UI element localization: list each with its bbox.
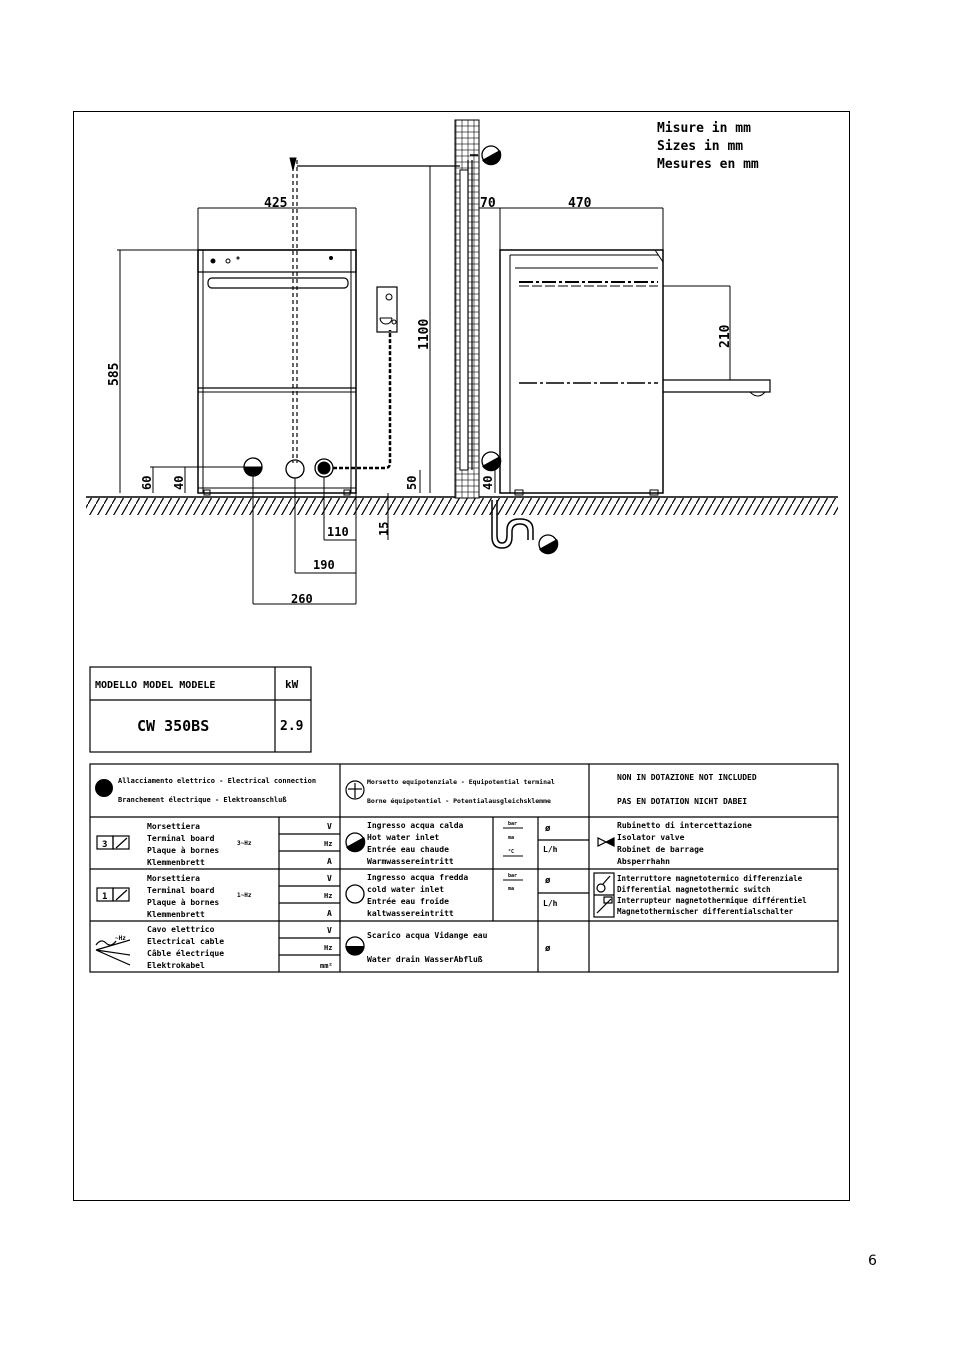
terminal-1-phase: 1~Hz <box>237 892 252 899</box>
drain-dia: ø <box>545 944 551 954</box>
drain-line2: Water drain WasserAbfluß <box>367 955 483 964</box>
not-included-line2: PAS EN DOTATION NICHT DABEI <box>617 797 748 806</box>
units-en: Sizes in mm <box>657 139 744 154</box>
terminal-3-u3: A <box>327 857 332 866</box>
isolator-valve-icon <box>598 838 614 846</box>
terminal-3-phase: 3~Hz <box>237 840 252 847</box>
cable-line4: Elektrokabel <box>147 961 205 970</box>
hot-water-icon <box>346 833 365 852</box>
page-number: 6 <box>868 1253 877 1269</box>
terminal-1-line1: Morsettiera <box>147 874 200 883</box>
terminal-1-u3: A <box>327 909 332 918</box>
electrical-line1: Allacciamento elettrico - Electrical connection <box>118 777 317 785</box>
valve-line1: Rubinetto di intercettazione <box>617 821 752 830</box>
terminal-1-line2: Terminal board <box>147 886 215 895</box>
terminal-3-num: 3 <box>102 840 108 850</box>
water-drain-icon <box>346 937 364 955</box>
cold-water-dia: ø <box>545 876 551 886</box>
model-kw: 2.9 <box>280 719 304 734</box>
hot-water-flow: L/h <box>543 845 558 854</box>
hot-water-line1: Ingresso acqua calda <box>367 821 464 830</box>
hot-water-p2: ma <box>508 835 515 841</box>
front-dimensions <box>117 166 430 604</box>
equipotential-icon <box>346 781 364 799</box>
differential-switch-icon <box>594 873 614 917</box>
dim-side-gap: 70 <box>480 196 496 211</box>
terminal-1-line3: Plaque à bornes <box>147 898 220 907</box>
cable-u3: mm² <box>320 962 333 970</box>
hot-water-line2: Hot water inlet <box>367 833 440 842</box>
terminal-1-u1: V <box>327 874 332 883</box>
electrical-line2: Branchement électrique - Elektroanschluß <box>118 796 287 804</box>
model-header: MODELLO MODEL MODELE <box>95 680 216 691</box>
equipotential-line1: Morsetto equipotenziale - Equipotential terminal <box>367 778 555 786</box>
cold-water-icon <box>346 885 364 903</box>
drain-line1: Scarico acqua Vidange eau <box>367 931 488 940</box>
dim-d15: 15 <box>377 521 391 536</box>
kw-header: kW <box>285 678 299 691</box>
terminal-1-u2: Hz <box>324 892 333 900</box>
dim-panel-offset: 210 <box>718 324 733 348</box>
dim-h60: 60 <box>140 475 154 490</box>
floor <box>86 497 838 515</box>
drain-symbol <box>539 535 558 554</box>
dim-side-depth: 470 <box>568 196 592 211</box>
hot-water-p3: °C <box>508 849 515 855</box>
diff-switch-line2: Differential magnetothermic switch <box>617 885 771 894</box>
dim-h40-side: 40 <box>481 475 495 490</box>
cold-water-p2: ma <box>508 886 515 892</box>
diff-switch-line4: Magnetothermischer differentialschalter <box>617 907 794 916</box>
cold-water-line1: Ingresso acqua fredda <box>367 873 469 882</box>
terminal-1-line4: Klemmenbrett <box>147 910 205 919</box>
diff-switch-line1: Interruttore magnetotermico differenziale <box>617 874 803 883</box>
cable-line2: Electrical cable <box>147 937 225 946</box>
hot-water-line4: Warmwassereintritt <box>367 857 454 866</box>
cold-water-line4: kaltwassereintritt <box>367 909 454 918</box>
cable-line3: Câble électrique <box>147 949 225 958</box>
dim-wall-height: 1100 <box>417 318 432 350</box>
valve-line2: Isolator valve <box>617 833 685 842</box>
cable-u1: V <box>327 926 332 935</box>
wall <box>455 120 479 498</box>
dim-d260: 260 <box>291 592 313 606</box>
dim-d110: 110 <box>327 525 349 539</box>
terminal-3-u1: V <box>327 822 332 831</box>
equipotential-line2: Borne équipotentiel - Potentialausgleichsklemme <box>367 797 551 805</box>
cold-water-flow: L/h <box>543 899 558 908</box>
hot-water-line3: Entrée eau chaude <box>367 845 449 854</box>
not-included-line1: NON IN DOTAZIONE NOT INCLUDED <box>617 773 757 782</box>
dim-h40-front: 40 <box>172 475 186 490</box>
dim-front-width: 425 <box>264 196 288 211</box>
valve-line4: Absperrhahn <box>617 857 670 866</box>
electrical-connection-icon <box>95 779 113 797</box>
terminal-3-u2: Hz <box>324 840 333 848</box>
dim-d190: 190 <box>313 558 335 572</box>
hot-water-inlet-symbol <box>482 146 501 165</box>
cold-water-line3: Entrée eau froide <box>367 897 449 906</box>
units-fr: Mesures en mm <box>657 157 759 172</box>
terminal-3-line3: Plaque à bornes <box>147 846 220 855</box>
electrical-cable-icon <box>96 940 130 965</box>
dim-h50: 50 <box>405 475 419 490</box>
model-name: CW 350BS <box>137 717 210 735</box>
cold-water-p1: bar <box>508 873 518 879</box>
terminal-3-line1: Morsettiera <box>147 822 200 831</box>
diff-switch-line3: Interrupteur magnetothermique différentiel <box>617 896 807 905</box>
terminal-3-line4: Klemmenbrett <box>147 858 205 867</box>
cable-u2: Hz <box>324 944 333 952</box>
hot-water-dia: ø <box>545 824 551 834</box>
terminal-1-num: 1 <box>102 892 108 902</box>
terminal-3-line2: Terminal board <box>147 834 215 843</box>
valve-line3: Robinet de barrage <box>617 845 704 854</box>
cable-line1: Cavo elettrico <box>147 925 215 934</box>
cold-water-symbol <box>482 452 501 471</box>
dim-front-height: 585 <box>107 362 122 386</box>
hot-water-p1: bar <box>508 821 518 827</box>
cable-phase: ~Hz <box>115 935 126 942</box>
cold-water-line2: cold water inlet <box>367 885 445 894</box>
units-it: Misure in mm <box>657 121 751 136</box>
